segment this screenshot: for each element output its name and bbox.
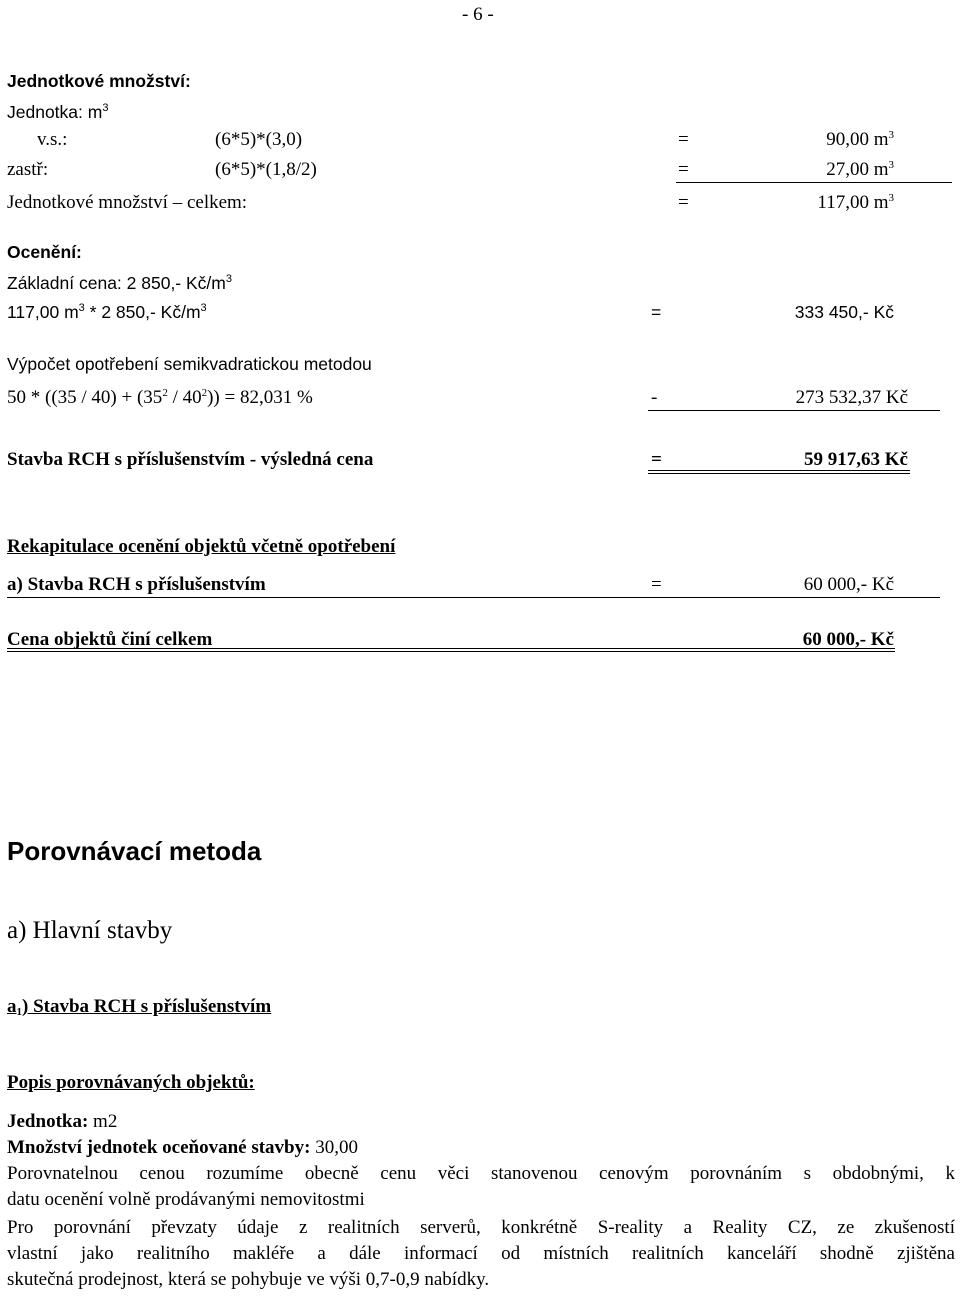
unit-total-eq: = <box>678 192 689 213</box>
recap-total-value: 60 000,- Kč <box>802 629 894 650</box>
subtotal-rule <box>676 182 952 183</box>
wear-heading: Výpočet opotřebení semikvadratickou metodou <box>7 354 372 374</box>
wear-formula: $50 * ((35 / 40) + (35^2 / 40^2)) = 82,031$ % <box>7 387 313 408</box>
comparison-paragraph-1: Porovnatelnou cenou rozumíme obecně cenu věci stanovenou cenovým porovnáním s obdobnými, k datu ocenění volně prodávanými nemovitostmi <box>7 1163 955 1210</box>
recap-item-value: 60 000,- Kč <box>803 574 894 595</box>
row-zastr-label: zastř: <box>7 159 49 180</box>
result-double-rule <box>648 470 910 474</box>
recap-item-eq: = <box>651 574 662 595</box>
base-price: Základní cena: 2 850,- $Kč/m^3$ <box>7 273 232 293</box>
unit-label: Jednotka: $m^3$ <box>7 102 109 122</box>
recap-heading: Rekapitulace ocenění objektů včetně opotřebení <box>7 536 396 557</box>
unit-section-heading: Jednotkové množství: <box>7 71 191 91</box>
unit-total-value: 117,00 $m^3$ <box>817 192 894 213</box>
row-zastr-eq: = <box>678 159 689 180</box>
page-number: - 6 - <box>462 4 494 25</box>
recap-total-label: Cena objektů činí celkem <box>7 629 213 650</box>
recap-total-double-rule <box>7 648 895 652</box>
wear-rule <box>648 410 940 411</box>
recap-rule <box>7 597 940 598</box>
price-calculation: 117,00 $m^3 * 2$ 850,- $Kč/m^3$ <box>7 302 207 322</box>
row-zastr-value: 27,00 $m^3$ <box>826 159 894 180</box>
row-vs-formula: (6*5)*(3,0) <box>215 129 303 150</box>
comparative-heading: Porovnávací metoda <box>7 836 262 866</box>
quantity-line: Množství jednotek oceňované stavby: 30,00 <box>7 1137 358 1158</box>
recap-item-label: a) Stavba RCH s příslušenstvím <box>7 574 266 595</box>
result-eq: = <box>651 449 662 470</box>
comparative-subheading: a) Hlavní stavby <box>7 917 173 944</box>
result-value: 59 917,63 Kč <box>804 449 908 470</box>
compared-objects-heading: Popis porovnávaných objektů: <box>7 1072 255 1093</box>
row-zastr-formula: (6*5)*(1,8/2) <box>215 159 317 180</box>
row-vs-value: 90,00 $m^3$ <box>826 129 894 150</box>
unit-total-label: Jednotkové množství – celkem: <box>7 192 248 213</box>
row-vs-label: v.s.: <box>37 129 68 150</box>
wear-value: 273 532,37 Kč <box>795 387 908 408</box>
wear-sign: - <box>651 387 658 408</box>
price-calculation-eq: = <box>651 302 662 322</box>
result-label: Stavba RCH s příslušenstvím - výsledná cena <box>7 449 374 470</box>
price-calculation-result: 333 450,- Kč <box>794 302 894 322</box>
comparison-paragraph-2: Pro porovnání převzaty údaje z realitních serverů, konkrétně S-reality a Reality CZ, ze zkušeností vlastní jako realitního makléře a dále informací od místních realitních kanceláří shodně zjištěna skutečná prodejnost, která se pohybuje ve výši 0,7-0,9 nabídky. <box>7 1217 955 1290</box>
unit-line: Jednotka: m2 <box>7 1111 118 1132</box>
row-vs-eq: = <box>678 129 689 150</box>
valuation-heading: Ocenění: <box>7 242 82 262</box>
comparative-item-heading: $a_1$) Stavba RCH s příslušenstvím <box>7 996 272 1018</box>
